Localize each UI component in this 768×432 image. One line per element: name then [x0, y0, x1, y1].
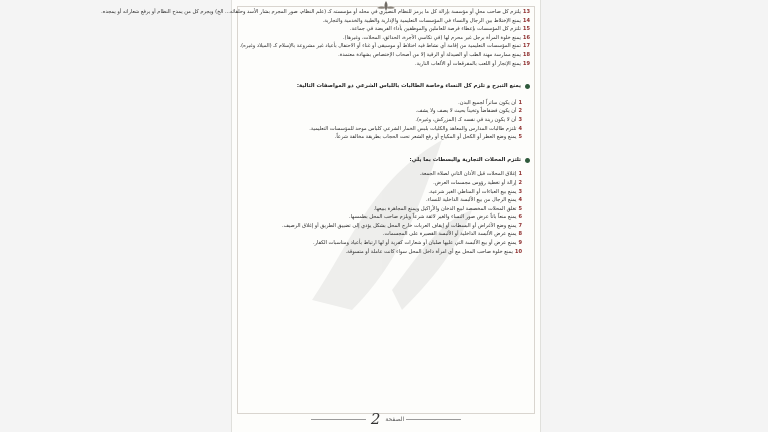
item-text: يمنع عرض الألبسة الداخلية أو الألبسة القصيرة على المجسمات. [382, 231, 517, 238]
item-text: يلتزم كل صاحب محلٍ أو مؤسسة بإزالة كل ما يرمز للنظام النصيري في محله أو مؤسسته كـ (علم النظام، صور المجرم بشار الأسد وحلفائه... الخ) ويجرم كل من يمدح النظام أو يرفع شعاراته أو يمجده. [101, 9, 521, 15]
item-text: تلتزم طالبات المدارس والمعاهد والكليات بلبس الخمار الشرعي كلباس موحد للمؤسسات التعليمية. [309, 125, 517, 132]
footer-rule [311, 419, 366, 420]
item-number: 9 [518, 240, 522, 247]
shop-rule-item [244, 205, 522, 214]
dress-rule-item [244, 133, 522, 142]
item-number: 16 [522, 34, 530, 41]
dress-rule-item [244, 116, 522, 125]
rule-item [244, 34, 530, 43]
item-text: يمنع خلوة صاحب المحل مع أي امرأة داخل المحل سواء كانت عاملة أو متسوقة. [345, 248, 513, 255]
item-number: 7 [518, 222, 522, 229]
rules-list-top [101, 8, 530, 68]
item-number: 8 [518, 231, 522, 238]
rule-item [101, 8, 530, 17]
item-number: 15 [522, 26, 530, 33]
item-number: 19 [522, 60, 530, 67]
item-number: 3 [518, 188, 522, 195]
shop-rule-item [244, 230, 522, 239]
item-number: 1 [518, 171, 522, 178]
item-text: يمنع ممارسة مهنة الطب أو الصيدلة أو الرقية إلا من أصحاب الإختصاص بشهادة معتمدة. [338, 51, 521, 58]
shop-rule-item [244, 213, 522, 222]
section-dress-heading [244, 82, 530, 91]
item-number: 17 [522, 43, 530, 50]
shop-rule-item [244, 196, 522, 205]
item-text: إزالة أو تغطية رؤوس مجسمات العرض. [433, 179, 517, 186]
section-heading-text: يمنع التبرج و تلزم كل النساء وخاصة الطالبات باللباس الشرعي ذو المواصفات التالية: [296, 83, 521, 90]
item-number: 5 [518, 205, 522, 212]
dress-rules-list [244, 99, 530, 142]
item-number: 13 [522, 9, 530, 15]
rule-item [244, 17, 530, 26]
dress-rule-item [244, 125, 522, 134]
shop-rule-item [244, 239, 522, 248]
page-number: 2 [370, 410, 381, 428]
document-page [101, 0, 541, 432]
item-number: 6 [518, 214, 522, 221]
dress-rule-item [244, 107, 522, 116]
item-number: 4 [518, 125, 522, 132]
item-text: يمنع وضع الأغراض أو البسطات أو إيقاف العربات خارج المحل بشكل يؤدي إلى تضييق الطريق أو إغلاق الرصيف. [281, 222, 517, 229]
section-shops-heading [244, 156, 530, 165]
item-text: أن يكون فضفاضاً وثخيناً بحيث لا يصف ولا يشف. [415, 108, 517, 115]
footer-rule [406, 419, 461, 420]
item-text: إغلاق المحلات قبل الأذان الثاني لصلاة الجمعة. [419, 171, 517, 178]
regulations-content [101, 8, 530, 256]
item-text: يمنع عرض أو بيع الألبسة التي عليها صلبان أو شعارات كفرية أو لها ارتباط بأعياد ومناسبات الكفار. [312, 240, 517, 247]
item-text: أن لا يكون زينة في نفسه كـ (المزركش، وغيره). [415, 116, 517, 123]
item-number: 10 [514, 248, 522, 255]
item-text: يمنع بيع العباءات أو المناطي الغير شرعية. [428, 188, 517, 195]
dress-rule-item [244, 99, 522, 108]
rule-item [239, 42, 530, 51]
item-text: يمنع وضع العطر أو الكحل أو المكياج أو رفع الشعر تحت الحجاب بطريقة مخالفة شرعاً. [334, 134, 517, 141]
item-text: أن يكون ساتراً لجميع البدن. [458, 99, 517, 106]
item-number: 2 [518, 179, 522, 186]
item-number: 1 [518, 99, 522, 106]
item-number: 18 [522, 51, 530, 58]
item-text: يمنع الإختلاط بين الرجال والنساء في المؤسسات التعليمية والإدارية والطبية والخدمية والتجارية. [322, 17, 521, 24]
shop-rule-item [244, 188, 522, 197]
rule-item [244, 60, 530, 69]
bullet-icon [525, 84, 530, 89]
item-text: يمنع منعاً باتاً عرض صور النساء والغير لائقة شرعاً ويلزم صاحب المحل بطمسها. [349, 214, 517, 221]
item-number: 3 [518, 116, 522, 123]
page-footer [232, 410, 540, 428]
item-text: تمنع المؤسسات التعليمية من إقامة أي نشاط فيه اختلاط أو موسيقى أو غناء أو الاحتفال بأعياد غير مشروعة بالإسلام كـ (الميلاد وغيره). [239, 43, 521, 50]
item-text: يمنع الرجال من بيع الألبسة الداخلية للنساء. [425, 197, 517, 204]
item-number: 14 [522, 17, 530, 24]
shop-rule-item [244, 179, 522, 188]
item-text: يمنع الإتجار أو اللعب بالمفرقعات أو الألعاب النارية. [415, 60, 521, 67]
bullet-icon [525, 158, 530, 163]
shop-rule-item [244, 222, 522, 231]
rule-item [244, 51, 530, 60]
section-heading-text: تلتزم المحلات التجارية والبسطات بما يلي: [409, 156, 521, 163]
rule-item [244, 25, 530, 34]
item-text: تغلق المحلات المخصصة لبيع الدخان والأراكيل ويمنع المجاهرة ببيعها. [373, 205, 517, 212]
item-number: 2 [518, 108, 522, 115]
item-number: 4 [518, 197, 522, 204]
shop-rule-item [244, 248, 522, 257]
item-text: تلتزم كل المؤسسات بإعطاء فرصة للعاملين والموظفين بأداء الفريضة في جماعة. [349, 26, 521, 33]
shop-rule-item [244, 170, 522, 179]
shops-rules-list [244, 170, 530, 256]
footer-label: الصفحة [385, 416, 405, 423]
item-number: 5 [518, 134, 522, 141]
item-text: يمنع خلوة المرأة برجل غير محرم لها (في تكاسي الأجرة، الحدائق، المحلات، وغيرها). [343, 34, 521, 41]
